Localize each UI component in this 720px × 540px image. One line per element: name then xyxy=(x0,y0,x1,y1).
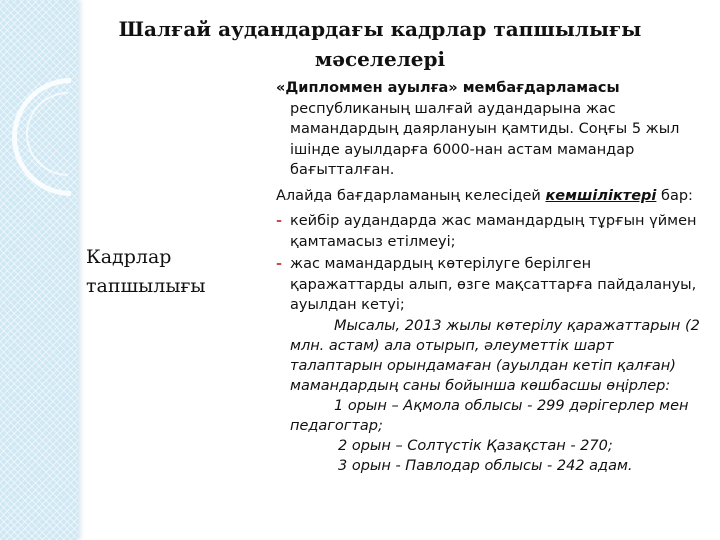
title-line-1: Шалғай аудандардағы кадрлар тапшылығы xyxy=(118,17,642,41)
bullet-dash-icon: - xyxy=(276,213,283,229)
section-label-line-2: тапшылығы xyxy=(86,275,206,297)
example-block xyxy=(276,316,706,476)
shortcomings-keyword: кемшіліктері xyxy=(545,187,657,204)
bullet-dash-icon: - xyxy=(276,256,283,272)
title-line-2: мәселелері xyxy=(314,47,446,71)
program-paragraph xyxy=(276,78,706,181)
program-description: республиканың шалғай аудандарына жас мамандардың даярлануын қамтиды. Соңғы 5 жыл ішінде ауылдарға 6000-нан астам мамандар бағытталған. xyxy=(290,100,680,178)
bullet-text: кейбір аудандарда жас мамандардың тұрғын үймен қамтамасыз етілмеуі; xyxy=(290,213,697,250)
section-label-line-1: Кадрлар xyxy=(86,246,172,268)
slide-body xyxy=(276,78,706,476)
bullet-item xyxy=(276,211,706,252)
rank-2: 2 орын – Солтүстік Қазақстан - 270; xyxy=(338,437,613,454)
rank-1: 1 орын – Ақмола облысы - 299 дәрігерлер мен педагогтар; xyxy=(290,397,689,434)
bullet-item xyxy=(276,254,706,316)
slide-title xyxy=(100,14,660,74)
shortcomings-tail: бар: xyxy=(661,187,693,204)
example-text: Мысалы, 2013 жылы көтерілу қаражаттарын (2 млн. астам) ала отырып, әлеуметтік шарт талаптарын орындамаған (ауылдан кетіп қалған) мамандардың саны бойынша көшбасшы өңірлер: xyxy=(290,317,700,394)
section-label xyxy=(86,243,236,301)
program-name: «Дипломмен ауылға» мембағдарламасы xyxy=(276,80,620,96)
bullet-text: жас мамандардың көтерілуге берілген қаражаттарды алып, өзге мақсаттарға пайдалануы, ауылдан кетуі; xyxy=(290,256,697,313)
rank-3: 3 орын - Павлодар облысы - 242 адам. xyxy=(338,457,633,474)
shortcomings-lead: Алайда бағдарламаның келесідей xyxy=(276,187,541,204)
shortcomings-intro xyxy=(276,186,706,207)
